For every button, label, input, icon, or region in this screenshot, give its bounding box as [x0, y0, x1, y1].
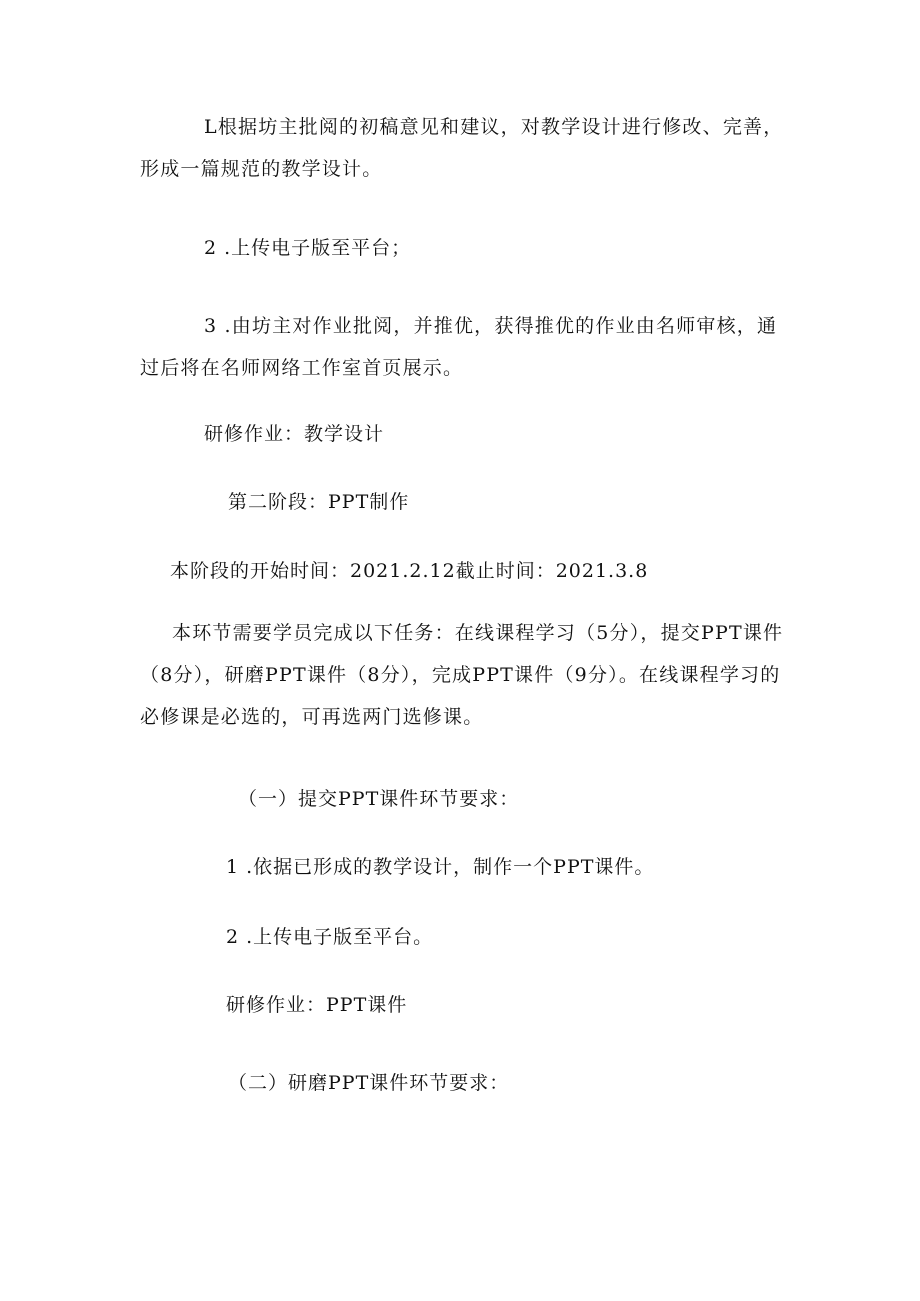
- paragraph-upload-electronic: 2 .上传电子版至平台；: [204, 237, 412, 259]
- subheading-submit-ppt: （一）提交PPT课件环节要求：: [238, 788, 520, 810]
- paragraph-make-ppt: 1 .依据已形成的教学设计，制作一个PPT课件。: [226, 856, 655, 878]
- section-heading-stage-two: 第二阶段：PPT制作: [228, 491, 410, 513]
- paragraph-review-showcase: 3 .由坊主对作业批阅，并推优，获得推优的作业由名师审核，通过后将在名师网络工作室首页展示。: [140, 315, 778, 379]
- paragraph-stage-dates: 本阶段的开始时间：2021.2.12截止时间：2021.3.8: [170, 560, 649, 582]
- paragraph-homework-teaching-design: 研修作业：教学设计: [204, 423, 385, 445]
- subheading-polish-ppt: （二）研磨PPT课件环节要求：: [228, 1072, 510, 1094]
- paragraph-revise-design: L根据坊主批阅的初稿意见和建议，对教学设计进行修改、完善，形成一篇规范的教学设计。: [140, 116, 784, 180]
- paragraph-stage-tasks: 本环节需要学员完成以下任务：在线课程学习（5分），提交PPT课件（8分），研磨PPT课件（8分），完成PPT课件（9分）。在线课程学习的必修课是必选的，可再选两门选修课。: [140, 622, 784, 728]
- paragraph-homework-ppt: 研修作业：PPT课件: [226, 994, 408, 1016]
- paragraph-upload-platform: 2 .上传电子版至平台。: [226, 926, 434, 948]
